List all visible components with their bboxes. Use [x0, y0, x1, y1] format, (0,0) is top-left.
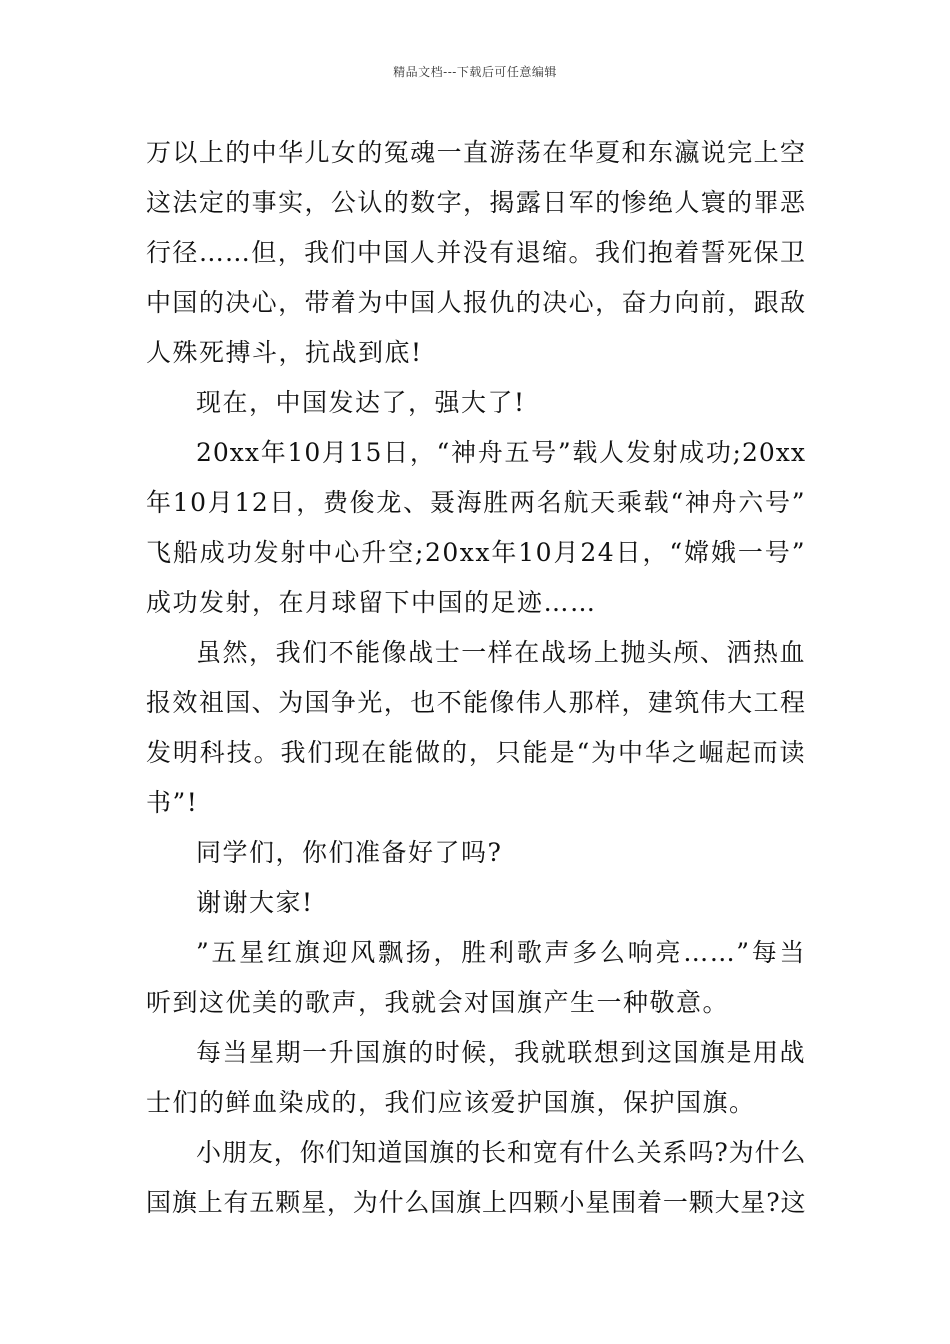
paragraph-first-line: ”五星红旗迎风飘扬，胜利歌声多么响亮……”每当 [196, 938, 806, 967]
text-line: 士们的鲜血染成的，我们应该爱护国旗，保护国旗。 [146, 1088, 756, 1117]
paragraph-first-line: 谢谢大家! [196, 888, 314, 917]
text-line: 这法定的事实，公认的数字，揭露日军的惨绝人寰的罪恶 [146, 188, 806, 217]
text-line: 听到这优美的歌声，我就会对国旗产生一种敬意。 [146, 988, 730, 1017]
document-body [146, 128, 806, 1228]
text-line: 报效祖国、为国争光，也不能像伟人那样，建筑伟大工程 [146, 688, 806, 717]
paragraph-first-line: 每当星期一升国旗的时候，我就联想到这国旗是用战 [196, 1038, 806, 1067]
paragraph-first-line: 同学们，你们准备好了吗? [196, 838, 503, 867]
text-line: 行径……但，我们中国人并没有退缩。我们抱着誓死保卫 [146, 238, 806, 267]
paragraph-first-line: 20xx年10月15日，“神舟五号”载人发射成功;20xx [196, 438, 806, 467]
paragraph-first-line: 虽然，我们不能像战士一样在战场上抛头颅、洒热血 [196, 638, 806, 667]
text-line: 万以上的中华儿女的冤魂一直游荡在华夏和东瀛说完上空 [146, 138, 806, 167]
text-line: 书”! [146, 788, 199, 817]
text-line: 人殊死搏斗，抗战到底! [146, 338, 423, 367]
text-line: 飞船成功发射中心升空;20xx年10月24日，“嫦娥一号” [146, 538, 806, 567]
text-line: 发明科技。我们现在能做的，只能是“为中华之崛起而读 [146, 738, 806, 767]
paragraph-first-line: 小朋友，你们知道国旗的长和宽有什么关系吗?为什么 [196, 1138, 806, 1167]
text-line: 年10月12日，费俊龙、聂海胜两名航天乘载“神舟六号” [146, 488, 806, 517]
text-line: 成功发射，在月球留下中国的足迹…… [146, 588, 597, 617]
text-line: 国旗上有五颗星，为什么国旗上四颗小星围着一颗大星?这 [146, 1188, 806, 1217]
paragraph-first-line: 现在，中国发达了，强大了! [196, 388, 526, 417]
text-line: 中国的决心，带着为中国人报仇的决心，奋力向前，跟敌 [146, 288, 806, 317]
page-header: 精品文档---下载后可任意编辑 [393, 65, 557, 79]
